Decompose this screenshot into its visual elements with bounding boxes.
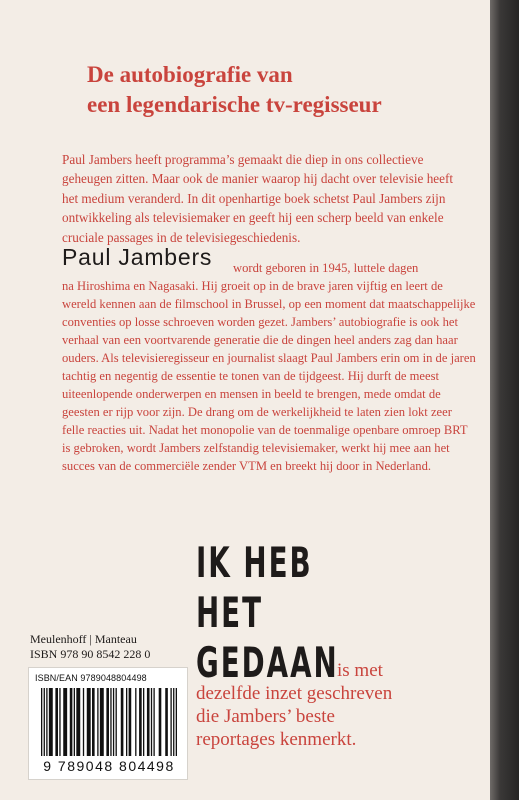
barcode-bar (121, 688, 124, 756)
tagline (87, 60, 382, 120)
barcode-bar (113, 688, 114, 756)
barcode-bar (159, 688, 162, 756)
barcode-bar (92, 688, 95, 756)
barcode-label: ISBN/EAN 9789048804498 (35, 673, 147, 683)
barcode-bar (46, 688, 47, 756)
barcode-bar (106, 688, 109, 756)
barcode-bar (63, 688, 67, 756)
publisher-name: Meulenhoff | Manteau (30, 632, 137, 646)
bio-lead-text: wordt geboren in 1945, luttele dagen (233, 261, 419, 275)
barcode-bar (126, 688, 127, 756)
book-title (196, 538, 339, 688)
barcode-bar (135, 688, 136, 756)
tagline-line-2: een legendarische tv-regisseur (87, 92, 382, 117)
book-spine (490, 0, 519, 800)
barcode-bar (49, 688, 53, 756)
barcode-bar (143, 688, 144, 756)
intro-paragraph: Paul Jambers heeft programma’s gemaakt die diep in ons collectieve geheugen zitten. Maar ook de manier waarop hij dacht over televisie heeft het medium veranderd. In dit openhartige boek schetst Paul Jambers zijn ontwikkeling als televisiemaker en geeft hij een scherp beeld van enkele cruciale passages in de televisiegeschiedenis. (62, 152, 454, 245)
closing-line-2: die Jambers’ beste (196, 706, 335, 727)
bio-paragraph: na Hiroshima en Nagasaki. Hij groeit op in de brave jaren vijftig en leert de wereld kennen aan de filmschool in Brussel, op een moment dat maatschappelijke conventies op losse schroeven worden gezet. Jambers’ autobiografie is ook het verhaal van een voortvarende generatie die de dingen heel anders zag dan haar ouders. Als televisieregisseur en journalist slaagt Paul Jambers erin om in de jaren tachtig en negentig de essentie te tonen van de tijdgeest. Hij durft de meest uiteenlopende onderwerpen en mensen in beeld te brengen, mede omdat de geesten er rijp voor zijn. De drang om de werkelijkheid te laten zien lokt zeer felle reacties uit. Nadat het monopolie van de toenmalige openbare omroep BRT is gebroken, wordt Jambers zelfstandig televisiemaker, werkt hij mee aan het succes van de commerciële zender VTM en breekt hij door in Nederland. (62, 279, 476, 473)
author-name: Paul Jambers (62, 244, 213, 270)
title-line-2: HET (196, 588, 263, 637)
barcode-bar (44, 688, 45, 756)
closing-line-1: dezelfde inzet geschreven (196, 683, 393, 704)
barcode-bar (97, 688, 98, 756)
closing-text (196, 682, 392, 751)
barcode-bar (41, 688, 42, 756)
isbn-text: ISBN 978 90 8542 228 0 (30, 647, 151, 661)
barcode-bar (165, 688, 168, 756)
barcode-bar (173, 688, 174, 756)
barcode-bar (55, 688, 58, 756)
barcode-bar (110, 688, 111, 756)
title-line-1: IK HEB (196, 538, 313, 587)
barcode-bar (151, 688, 152, 756)
title-line-3: GEDAAN (196, 638, 339, 687)
barcode-bar (153, 688, 154, 756)
barcode-bar (170, 688, 171, 756)
publisher-block (30, 632, 150, 662)
barcode-sticker (28, 667, 188, 780)
barcode-digits: 9 789048 804498 (43, 758, 175, 774)
barcode-bar (176, 688, 177, 756)
barcode-bars (41, 688, 177, 756)
tagline-line-1: De autobiografie van (87, 62, 293, 87)
barcode-bar (59, 688, 60, 756)
barcode-bar (139, 688, 142, 756)
barcode-bar (76, 688, 80, 756)
barcode-bar (129, 688, 132, 756)
barcode-bar (70, 688, 73, 756)
barcode-bar (147, 688, 150, 756)
title-suffix-text: is met (337, 660, 383, 681)
barcode-bar (87, 688, 91, 756)
barcode-bar (100, 688, 104, 756)
closing-line-3: reportages kenmerkt. (196, 729, 357, 750)
barcode-bar (83, 688, 84, 756)
barcode-bar (74, 688, 75, 756)
barcode-bar (116, 688, 117, 756)
